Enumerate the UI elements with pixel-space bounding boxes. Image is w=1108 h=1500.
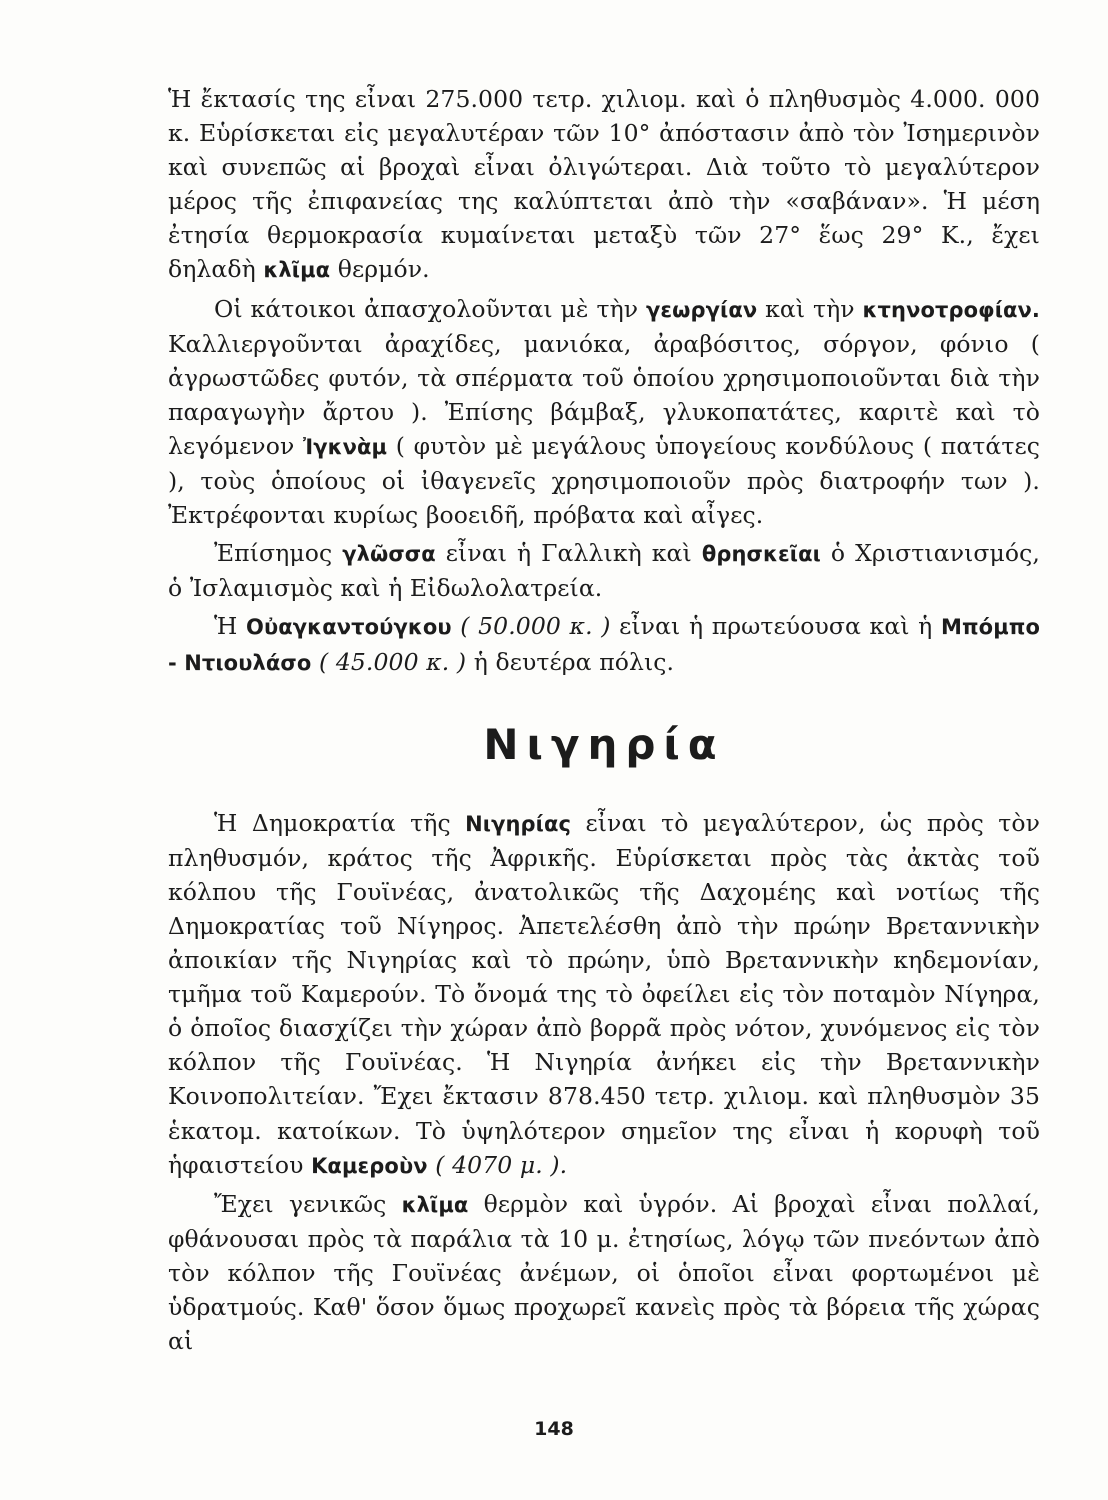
text-run: Ἡ ἔκτασίς της εἶναι 275.000 τετρ. χιλιομ. καὶ ὁ πληθυσμὸς 4.000. 000 κ. Εὑρίσκεται εἰς μεγαλυτέραν τῶν 10° ἀπόστασιν ἀπὸ τὸν Ἰσημερινὸν καὶ συνεπῶς αἱ βροχαὶ εἶναι ὀλιγώτεραι. Διὰ τοῦτο τὸ μεγαλύτερον μέρος τῆς ἐπιφανείας της καλύπτεται ἀπὸ τὴν «σαβάναν». Ἡ μέση ἐτησία θερμοκρασία κυμαίνεται μεταξὺ τῶν 27° ἕως 29° Κ., ἔχει δηλαδὴ — [168, 85, 1040, 284]
text-run: Ἐπίσημος — [214, 539, 343, 568]
italic-note: ( 4070 μ. ). — [427, 1150, 568, 1179]
paragraph-language-religion — [168, 536, 1040, 605]
paragraph-nigeria-overview — [168, 806, 1040, 1183]
text-run: Καλλιεργοῦνται ἀραχίδες, μανιόκα, ἀραβόσιτος, σόργον, φόνιο ( ἀγρωστῶδες φυτόν, τὰ σπέρματα τοῦ ὁποίου χρησιμοποιοῦνται διὰ τὴν παραγωγὴν ἄρτου ). Ἐπίσης βάμβαξ, γλυκοπατάτες, καριτὲ καὶ τὸ λεγόμενον — [168, 329, 1040, 460]
section-previous-country — [168, 82, 1040, 680]
bold-term: θρησκεῖαι — [701, 542, 821, 567]
bold-term: κλῖμα — [401, 1192, 469, 1217]
bold-term: Μπόμπο - Ντιουλάσο — [168, 615, 1040, 675]
text-run: εἶναι ἡ πρωτεύουσα καὶ ἡ — [610, 612, 941, 641]
text-run: Οἱ κάτοικοι ἀπασχολοῦνται μὲ τὴν — [214, 294, 646, 323]
bold-term: γλῶσσα — [342, 542, 436, 567]
text-run: ὁ Χριστιανισμός, ὁ Ἰσλαμισμὸς καὶ ἡ Εἰδωλολατρεία. — [168, 539, 1040, 603]
bold-term: Νιγηρίας — [465, 811, 572, 836]
text-run: εἶναι τὸ μεγαλύτερον, ὡς πρὸς τὸν πληθυσμόν, κράτος τῆς Ἀφρικῆς. Εὑρίσκεται πρὸς τὰς ἀκτὰς τοῦ κόλπου τῆς Γουϊνέας, ἀνατολικῶς τῆς Δαχομέης καὶ νοτίως τῆς Δημοκρατίας τοῦ Νίγηρος. Ἀπετελέσθη ἀπὸ τὴν πρώην Βρεταννικὴν ἀποικίαν τῆς Νιγηρίας καὶ τὸ πρώην, ὑπὸ Βρεταννικὴν κηδεμονίαν, τμῆμα τοῦ Καμερούν. Τὸ ὄνομά της τὸ ὀφείλει εἰς τὸν ποταμὸν Νίγηρα, ὁ ὁποῖος διασχίζει τὴν χώραν ἀπὸ βορρᾶ πρὸς νότον, χυνόμενος εἰς τὸν κόλπον τῆς Γουϊνέας. Ἡ Νιγηρία ἀνήκει εἰς τὴν Βρεταννικὴν Κοινοπολιτείαν. Ἔχει ἔκτασιν 878.450 τετρ. χιλιομ. καὶ πληθυσμὸν 35 ἑκατομ. κατοίκων. Τὸ ὑψηλότερον σημεῖον της εἶναι ἡ κορυφὴ τοῦ ἡφαιστείου — [168, 808, 1040, 1179]
text-run: Ἡ Δημοκρατία τῆς — [214, 808, 466, 837]
paragraph-economy — [168, 292, 1040, 533]
body-text — [168, 82, 1040, 1362]
text-run: εἶναι ἡ Γαλλικὴ καὶ — [435, 539, 702, 568]
bold-term: Οὐαγκαντούγκου — [246, 615, 452, 640]
bold-term: Καμεροὺν — [311, 1153, 428, 1178]
bold-term: Ἰγκνὰμ — [302, 434, 388, 459]
section-heading: Νιγηρία — [483, 719, 725, 769]
text-run: Ἔχει γενικῶς — [214, 1189, 402, 1218]
bold-term: γεωργίαν — [645, 297, 758, 322]
bold-term: κλῖμα — [263, 258, 331, 283]
italic-note: ( 50.000 κ. ) — [451, 612, 611, 641]
text-run: Ἡ — [214, 612, 247, 641]
paragraph-nigeria-climate — [168, 1187, 1040, 1358]
paragraph-cities — [168, 609, 1040, 679]
text-run: ( φυτὸν μὲ μεγάλους ὑπογείους κονδύλους ( πατάτες ), τοὺς ὁποίους οἱ ἰθαγενεῖς χρησιμοποιοῦν πρὸς διατροφήν των ). Ἐκτρέφονται κυρίως βοοειδῆ, πρόβατα καὶ αἶγες. — [168, 431, 1040, 530]
text-run: ἡ δευτέρα πόλις. — [466, 647, 675, 676]
paragraph-area-climate — [168, 82, 1040, 288]
text-run: θερμόν. — [330, 255, 430, 284]
section-nigeria — [168, 806, 1040, 1359]
text-run: καὶ τὴν — [757, 294, 863, 323]
italic-note: ( 45.000 κ. ) — [311, 647, 467, 676]
text-run: θερμὸν καὶ ὑγρόν. Αἱ βροχαὶ εἶναι πολλαί, φθάνουσαι πρὸς τὰ παράλια τὰ 10 μ. ἐτησίως, λόγῳ τῶν πνεόντων ἀπὸ τὸν κόλπον τῆς Γουϊνέας ἀνέμων, οἱ ὁποῖοι εἶναι φορτωμένοι μὲ ὑδρατμούς. Καθ' ὅσον ὅμως προχωρεῖ κανεὶς πρὸς τὰ βόρεια τῆς χώρας αἱ — [168, 1189, 1040, 1356]
bold-term: κτηνοτροφίαν. — [862, 297, 1040, 322]
page-number: 148 — [534, 1418, 574, 1440]
